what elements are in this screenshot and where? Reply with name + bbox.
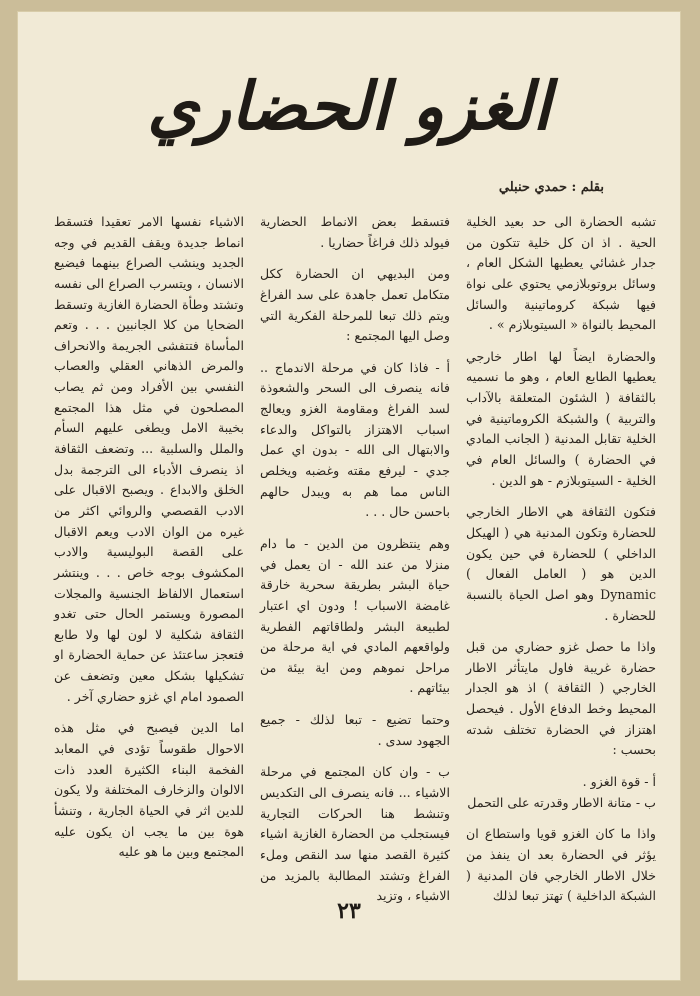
column-left	[54, 212, 244, 874]
article-byline: بقلم : حمدي حنبلي	[498, 180, 604, 195]
column-middle	[260, 212, 450, 918]
paragraph: ب - وان كان المجتمع في مرحلة الاشياء ... فانه ينصرف الى التكديس وتنشط هنا الحركات التجارية فيستجلب من الحضارة الغازية اشياء كثيرة القصد منها سد النقص وملء الفراغ وتشتد المطالبة بالمزيد من الاشياء ، وتزيد	[260, 764, 450, 904]
paragraph: وهم ينتظرون من الدين - ما دام منزلا من عند الله - ان يعمل في حياة البشر بطريقة سحرية خارقة غامضة الاسباب ! ودون اي اعتبار لطبيعة البشر ولطاقاتهم الفطرية ولواقعهم المادي في اية مرحلة من مراحل نموهم ومن اية بيئة من بيئاتهم .	[260, 535, 450, 696]
paragraph: والحضارة ايضاً لها اطار خارجي يعطيها الطابع العام ، وهو ما نسميه بالثقافة ( الشئون المتعلقة بالآداب والتربية ) والشبكة الكروماتينية في الخلية تقابل المدنية ( الجانب المادي في الحضارة ) والسائل العام في الخلية - السيتوبلازم - هو الدين .	[466, 348, 656, 488]
paragraph: ومن البديهي ان الحضارة ككل متكامل تعمل جاهدة على سد الفراغ ويتم ذلك تبعا للمرحلة الفكرية التي وصل اليها المجتمع :	[260, 266, 450, 344]
paragraph: أ - فاذا كان في مرحلة الاندماج .. فانه ينصرف الى السحر والشعوذة لسد الفراغ ومقاومة الغزو ويعالج اسباب الاهتزاز بالتواكل والدعاء والابتهال الى الله - بدون اي عمل جدي - ليرفع مقته وغضبه ويخلص الناس مما هم به ويبدل حالهم باحسن حال . . .	[260, 359, 450, 520]
column-right	[466, 212, 656, 918]
paragraph: تشبه الحضارة الى حد بعيد الخلية الحية . اذ ان كل خلية تتكون من جدار غشائي يعطيها الشكل العام ، وسائل بروتوبلازمي يحتوي على نواة فيها شبكة كروماتينية والسائل المحيط بالنواة « السيتوبلازم » .	[466, 214, 656, 333]
paragraph: واذا ما حصل غزو حضاري من قبل حضارة غريبة فاول مايتأثر الاطار الخارجي ( الثقافة ) اذ هو الجدار المحيط وخط الدفاع الأول . فيحصل اهتزاز في الحضارة تختلف شدته بحسب :	[466, 639, 656, 758]
paragraph: اما الدين فيصبح في مثل هذه الاحوال طقوساً تؤدى في المعابد الفخمة البناء الكثيرة العدد ذات الالوان والزخارف المختلفة ولا يكون للدين اثر في الحياة الجارية ، وتنشأ هوة بين ما يجب ان يكون عليه المجتمع وبين ما هو عليه	[54, 720, 244, 860]
paragraph: وحتما تضيع - تبعا لذلك - جميع الجهود سدى .	[260, 712, 450, 748]
paragraph: فتكون الثقافة هي الاطار الخارجي للحضارة وتكون المدنية هي ( الهيكل الداخلي ) للحضارة في حين يكون الدين هو ( العامل الفعال ) Dynamic وهو اصل الحياة بالنسبة للحضارة .	[466, 504, 656, 623]
paragraph: ب - متانة الاطار وقدرته على التحمل	[467, 794, 656, 810]
magazine-page	[18, 12, 680, 980]
paragraph: أ - قوة الغزو .	[582, 774, 656, 790]
paragraph: واذا ما كان الغزو قويا واستطاع ان يؤثر في الحضارة بعد ان ينفذ من خلال الاطار الخارجي فان المدنية ( الشبكة الداخلية ) تهتز تبعا لذلك	[466, 826, 656, 904]
paragraph: فتسقط بعض الانماط الحضارية فيولد ذلك فراغاً حضاريا .	[260, 214, 450, 250]
page-number: ٢٣	[337, 898, 361, 924]
article-title: الغزو الحضاري	[147, 67, 551, 145]
paragraph: الاشياء نفسها الامر تعقيدا فتسقط انماط جديدة ويقف القديم في وجه الجديد وينشب الصراع بينهما فيضيع الانسان ، ويتسرب الصراع الى نفسه وتشتد وطأة الحضارة الغازية وتسقط الضحايا من كلا الجانبين . . . وتعم المأساة فتتفشى الجريمة والانحراف والمرض الذهاني العقلي والعصاب النفسي بين الأفراد ومن ثم يصاب المصلحون في مثل هذا المجتمع بخيبة الامل ويطغى عليهم السأم والملل والسلبية ... وتضعف الثقافة اذ ينصرف الأدباء الى الترجمة بدل الخلق والابداع . ويصبح الاقبال على الادب القصصي والروائي اكثر من غيره من الوان الادب ويعم الاقبال على القصة البوليسية والادب المكشوف بوجه خاص . . . وينتشر استعمال الالفاظ الجنسية والمجلات المصورة ويستمر الحال حتى تغدو الثقافة شكلية لا لون لها ولا طابع فتعجز ساعتئذ عن حماية الحضارة او تشكيلها بشكل معين وتضعف عن الصمود امام اي غزو حضاري آخر .	[54, 214, 244, 704]
